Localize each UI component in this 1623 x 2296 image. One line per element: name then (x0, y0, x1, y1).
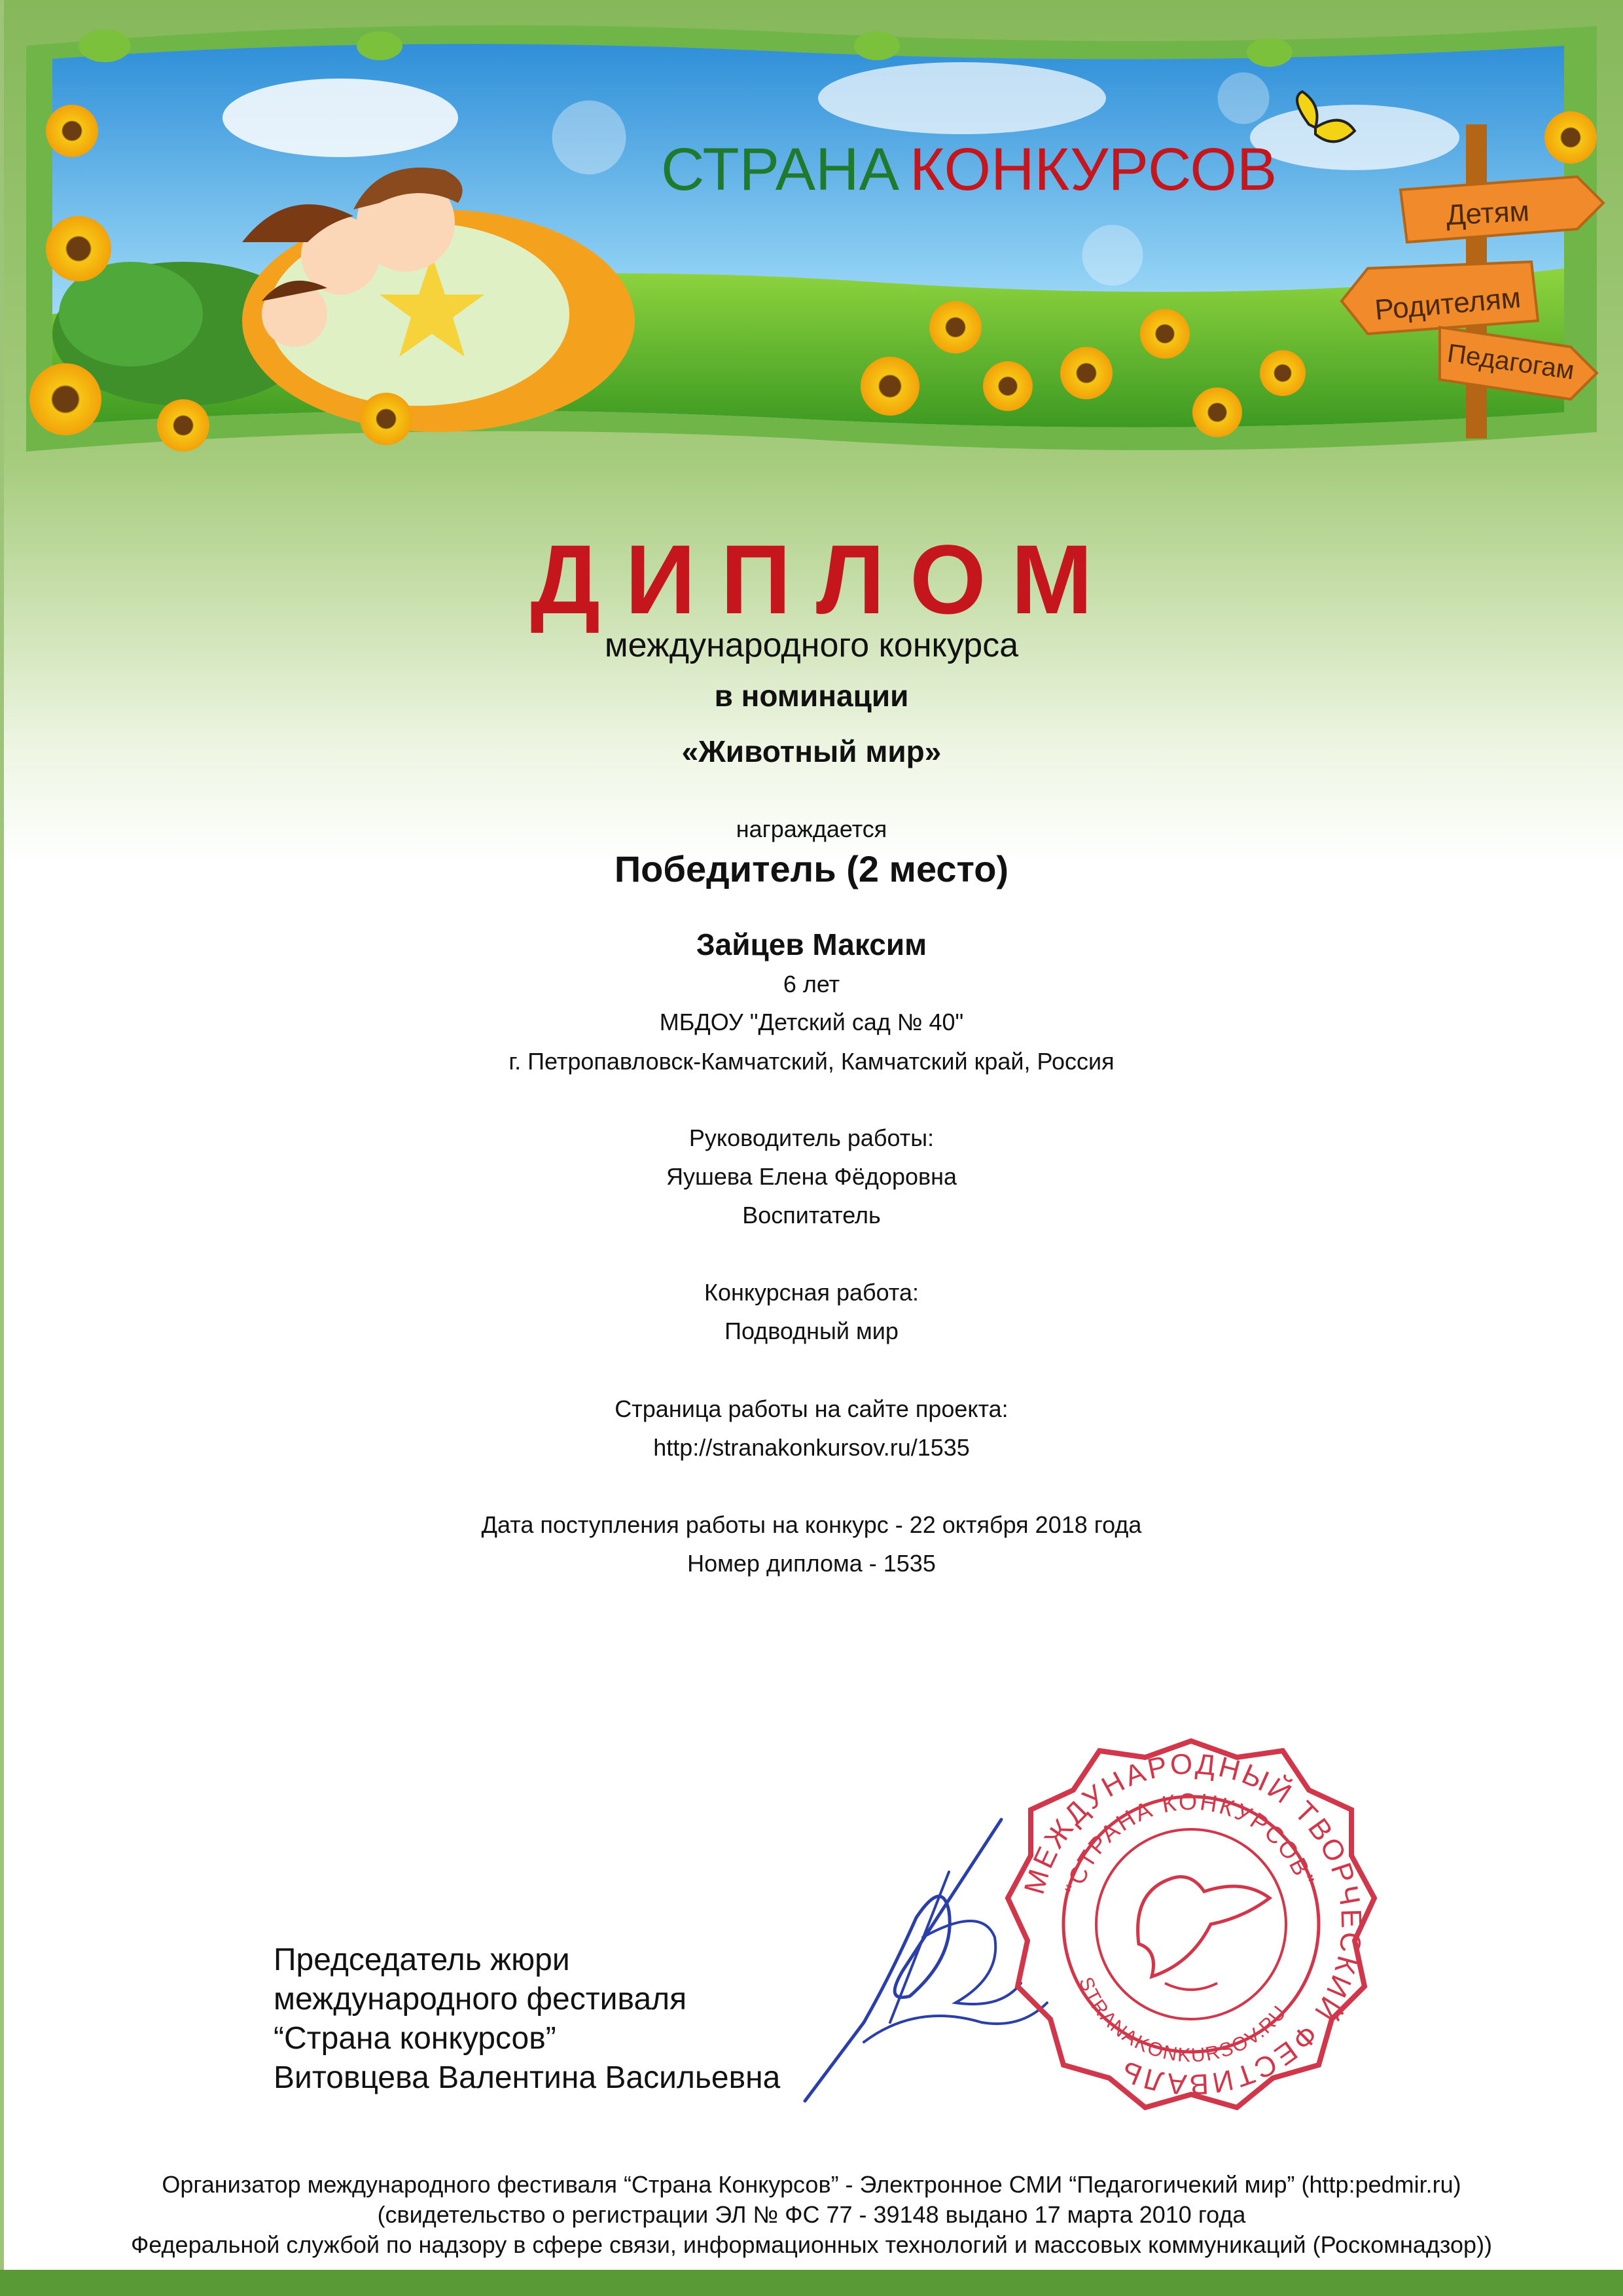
diploma-subtitle: международного конкурса (604, 626, 1019, 664)
footer-line-1: Организатор международного фестиваля “Страна Конкурсов” - Электронное СМИ “Педагогичекий мир” (http:pedmir.ru) (162, 2171, 1461, 2198)
footer-bar (0, 2270, 1623, 2296)
page-url: http://stranakonkursov.ru/1535 (653, 1434, 970, 1461)
footer-line-2: (свидетельство о регистрации ЭЛ № ФС 77 - 39148 выдано 17 марта 2010 года (377, 2201, 1246, 2228)
jury-line-4: Витовцева Валентина Васильевна (274, 2060, 781, 2095)
diploma-title: ДИПЛОМ (530, 524, 1118, 634)
footer-line-3: Федеральной службой по надзору в сфере связи, информационных технологий и массовых коммуникаций (Роскомнадзор)) (130, 2231, 1493, 2258)
header-banner (13, 7, 1610, 465)
supervisor-label: Руководитель работы: (688, 1124, 935, 1151)
stamp-inner-text: “СТРАНА КОНКУРСОВ” (1059, 1787, 1321, 1897)
sign-children: Детям (1445, 195, 1531, 232)
awarded-label: награждается (736, 816, 887, 842)
participant-age: 6 лет (783, 971, 840, 997)
nomination-title: «Животный мир» (681, 734, 942, 768)
place-title: Победитель (2 место) (614, 848, 1009, 889)
jury-line-3: “Страна конкурсов” (274, 2021, 556, 2056)
banner-illustration (13, 7, 1610, 465)
supervisor-role: Воспитатель (742, 1202, 881, 1229)
jury-chair-block (274, 1941, 780, 2098)
sign-parents: Родителям (1373, 281, 1522, 327)
stamp-bottom-text: STRANAKONKURSOV.RU (1074, 1974, 1291, 2067)
diploma-number: Номер диплома - 1535 (687, 1550, 936, 1577)
sign-teachers: Педагогам (1445, 338, 1577, 386)
jury-line-1: Председатель жюри (274, 1943, 570, 1977)
brand-part2: КОНКУРСОВ (910, 136, 1277, 203)
brand-part1: СТРАНА (661, 136, 899, 203)
participant-name: Зайцев Максим (696, 927, 927, 961)
submission-date: Дата поступления работы на конкурс - 22 октября 2018 года (481, 1511, 1142, 1538)
nomination-prefix: в номинации (714, 679, 909, 713)
work-label: Конкурсная работа: (704, 1279, 919, 1306)
supervisor-name: Яушева Елена Фёдоровна (666, 1163, 957, 1190)
stamp-outer-text: МЕЖДУНАРОДНЫЙ ТВОРЧЕСКИЙ ФЕСТИВАЛЬ (1018, 1748, 1368, 2101)
official-stamp (995, 1728, 1387, 2121)
work-title: Подводный мир (724, 1318, 899, 1344)
jury-line-2: международного фестиваля (274, 1982, 687, 2017)
participant-location: г. Петропавловск-Камчатский, Камчатский край, Россия (508, 1048, 1115, 1075)
participant-institution: МБДОУ "Детский сад № 40" (659, 1009, 964, 1035)
dove-icon (1138, 1877, 1270, 1977)
page-label: Страница работы на сайте проекта: (615, 1395, 1008, 1422)
